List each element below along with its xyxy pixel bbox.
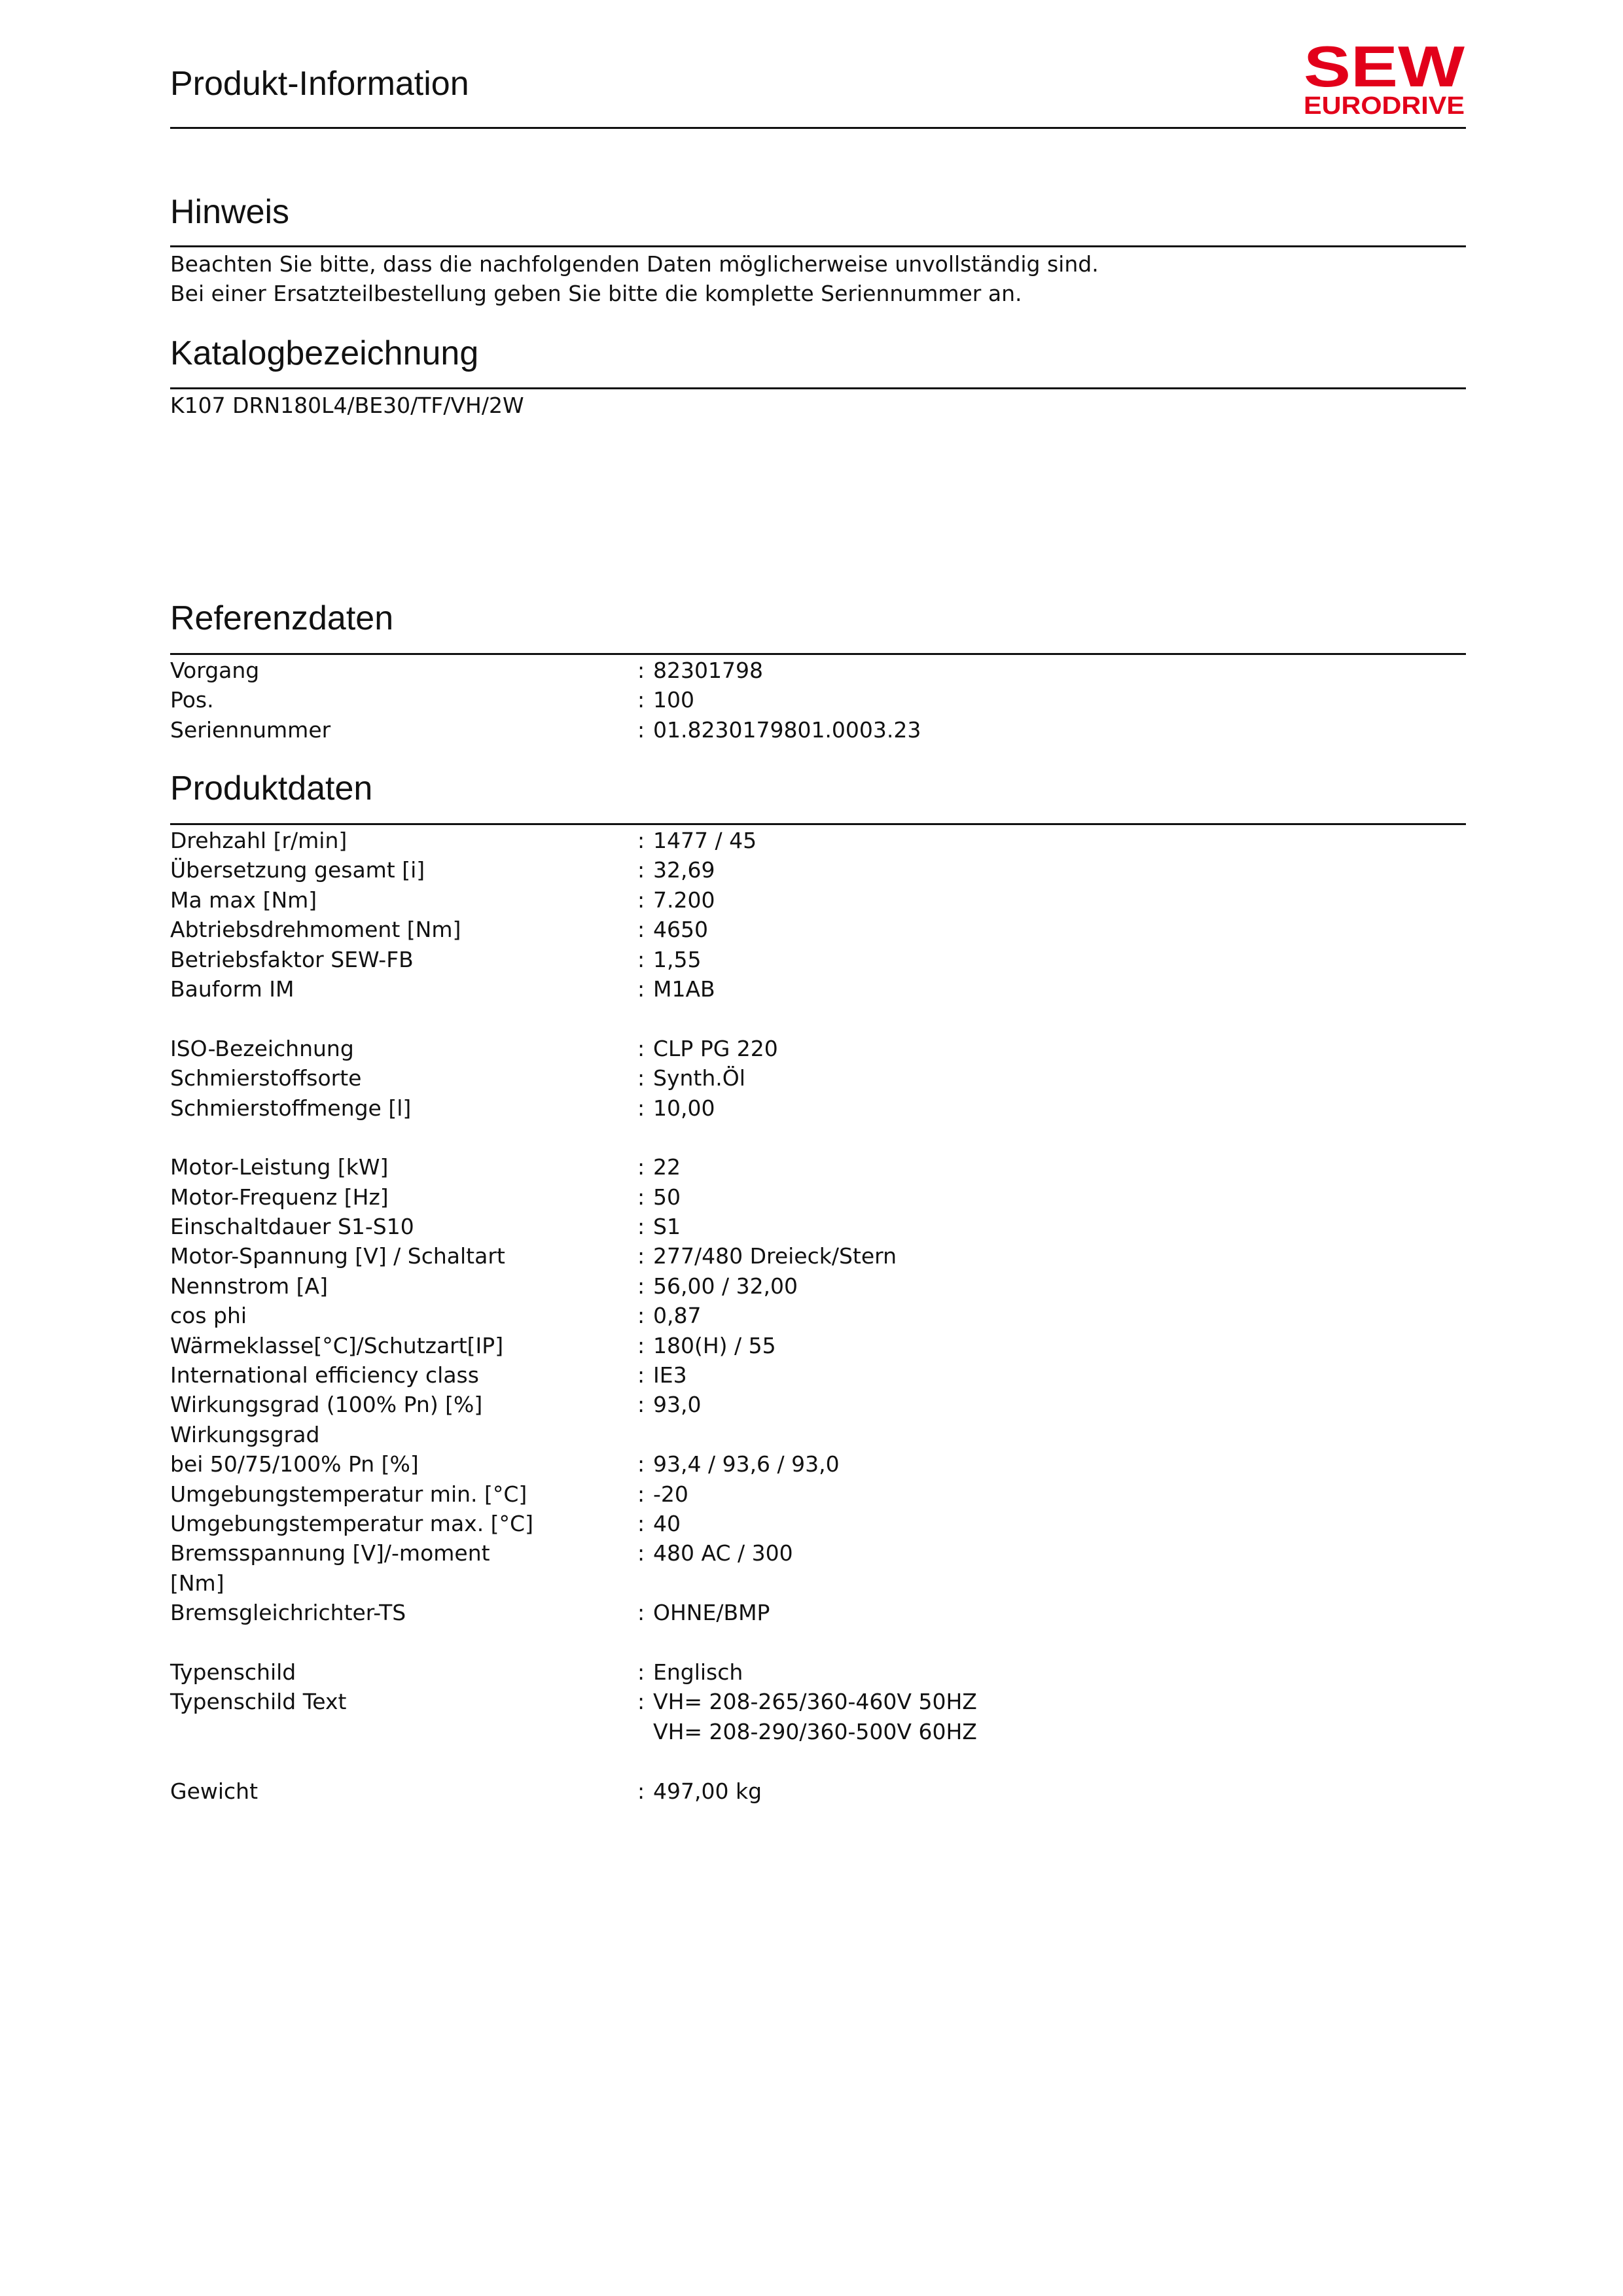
row-separator: : <box>637 857 645 883</box>
table-row <box>170 1420 1466 1449</box>
row-separator: : <box>637 1689 645 1715</box>
row-value: 01.8230179801.0003.23 <box>653 716 921 743</box>
logo-eurodrive-text: EURODRIVE <box>1304 92 1465 119</box>
row-separator: : <box>637 1095 645 1121</box>
row-value: 56,00 / 32,00 <box>653 1273 798 1299</box>
row-label: Typenschild <box>170 1659 296 1685</box>
row-separator: : <box>637 1451 645 1477</box>
sew-eurodrive-logo <box>1302 41 1466 119</box>
katalog-heading: Katalogbezeichnung <box>170 334 479 372</box>
row-value: 1,55 <box>653 946 702 972</box>
row-value: 82301798 <box>653 658 763 683</box>
table-row <box>170 1776 1466 1806</box>
row-separator: : <box>637 1659 645 1685</box>
row-value: Englisch <box>653 1659 743 1685</box>
table-row <box>170 1598 1466 1627</box>
row-separator: : <box>637 1243 645 1269</box>
row-value: 93,0 <box>653 1392 702 1418</box>
row-label: Motor-Frequenz [Hz] <box>170 1184 389 1210</box>
table-row <box>170 656 1466 685</box>
row-label: Pos. <box>170 687 214 713</box>
row-separator: : <box>637 1065 645 1091</box>
hinweis-rule <box>170 245 1466 247</box>
row-label: Schmierstoffmenge [l] <box>170 1095 412 1121</box>
row-value: M1AB <box>653 976 715 1002</box>
row-separator: : <box>637 687 645 713</box>
referenz-table <box>170 656 1466 745</box>
referenz-rule <box>170 653 1466 655</box>
row-separator: : <box>637 887 645 913</box>
row-label: bei 50/75/100% Pn [%] <box>170 1451 419 1477</box>
row-separator: : <box>637 716 645 743</box>
row-value: 277/480 Dreieck/Stern <box>653 1243 897 1269</box>
row-separator: : <box>637 1510 645 1536</box>
produkt-rule <box>170 823 1466 825</box>
table-row <box>170 1687 1466 1716</box>
table-row <box>170 685 1466 715</box>
table-row <box>170 1360 1466 1390</box>
table-row <box>170 1331 1466 1360</box>
row-label: Abtriebsdrehmoment [Nm] <box>170 917 461 943</box>
hinweis-heading: Hinweis <box>170 193 290 231</box>
table-row <box>170 1568 1466 1598</box>
row-label: International efficiency class <box>170 1362 479 1388</box>
document-title: Produkt-Information <box>170 65 469 103</box>
row-value: 1477 / 45 <box>653 828 757 853</box>
row-separator: : <box>637 1035 645 1061</box>
row-value: CLP PG 220 <box>653 1035 778 1061</box>
row-label: Wirkungsgrad <box>170 1421 320 1447</box>
table-row <box>170 1034 1466 1063</box>
row-value: 50 <box>653 1184 681 1210</box>
hinweis-line: Beachten Sie bitte, dass die nachfolgenden Daten möglicherweise unvollständig sind. <box>170 251 1099 277</box>
row-value: 22 <box>653 1154 681 1180</box>
row-value: VH= 208-290/360-500V 60HZ <box>653 1718 977 1744</box>
row-label: Betriebsfaktor SEW-FB <box>170 946 414 972</box>
row-separator: : <box>637 1273 645 1299</box>
row-label: Umgebungstemperatur max. [°C] <box>170 1510 533 1536</box>
row-value: 480 AC / 300 <box>653 1540 793 1566</box>
row-label: Bauform IM <box>170 976 294 1002</box>
row-label: Drehzahl [r/min] <box>170 828 348 853</box>
table-row <box>170 1093 1466 1123</box>
row-separator: : <box>637 1214 645 1240</box>
row-value: OHNE/BMP <box>653 1600 770 1626</box>
table-row <box>170 974 1466 1004</box>
row-separator: : <box>637 1600 645 1626</box>
row-value: 0,87 <box>653 1303 702 1329</box>
row-value: IE3 <box>653 1362 687 1388</box>
row-separator: : <box>637 1154 645 1180</box>
row-label: ISO-Bezeichnung <box>170 1035 354 1061</box>
table-row <box>170 945 1466 974</box>
table-row <box>170 1538 1466 1568</box>
table-row <box>170 1301 1466 1330</box>
table-row <box>170 1479 1466 1509</box>
row-separator: : <box>637 1778 645 1804</box>
row-separator: : <box>637 1184 645 1210</box>
row-label: Bremsgleichrichter-TS <box>170 1600 406 1626</box>
table-row <box>170 1063 1466 1093</box>
table-row <box>170 1746 1466 1776</box>
table-row <box>170 1212 1466 1241</box>
row-separator: : <box>637 1540 645 1566</box>
row-label: [Nm] <box>170 1570 224 1596</box>
row-label: Typenschild Text <box>170 1689 347 1715</box>
row-label: Umgebungstemperatur min. [°C] <box>170 1481 527 1507</box>
row-label: cos phi <box>170 1303 247 1329</box>
produkt-heading: Produktdaten <box>170 769 373 807</box>
row-label: Ma max [Nm] <box>170 887 317 913</box>
table-row <box>170 855 1466 885</box>
table-row <box>170 1241 1466 1271</box>
row-value: 4650 <box>653 917 708 943</box>
row-label: Bremsspannung [V]/-moment <box>170 1540 490 1566</box>
row-label: Wirkungsgrad (100% Pn) [%] <box>170 1392 483 1418</box>
row-separator: : <box>637 976 645 1002</box>
row-separator: : <box>637 828 645 853</box>
header-rule <box>170 127 1466 129</box>
row-value: 100 <box>653 687 694 713</box>
row-label: Einschaltdauer S1-S10 <box>170 1214 414 1240</box>
table-row <box>170 1449 1466 1479</box>
row-separator: : <box>637 1303 645 1329</box>
row-value: 180(H) / 55 <box>653 1332 776 1358</box>
row-separator: : <box>637 1481 645 1507</box>
hinweis-line: Bei einer Ersatzteilbestellung geben Sie bitte die komplette Seriennummer an. <box>170 281 1022 306</box>
row-label: Gewicht <box>170 1778 259 1804</box>
table-row <box>170 1271 1466 1301</box>
row-value: 40 <box>653 1510 681 1536</box>
table-row <box>170 826 1466 855</box>
row-label: Motor-Spannung [V] / Schaltart <box>170 1243 505 1269</box>
produkt-table <box>170 826 1466 1806</box>
table-row <box>170 1509 1466 1538</box>
table-row <box>170 1657 1466 1687</box>
row-separator: : <box>637 946 645 972</box>
row-separator: : <box>637 1392 645 1418</box>
row-value: -20 <box>653 1481 688 1507</box>
table-row <box>170 1628 1466 1657</box>
row-value: 93,4 / 93,6 / 93,0 <box>653 1451 840 1477</box>
table-row <box>170 1123 1466 1152</box>
table-row <box>170 915 1466 944</box>
row-label: Seriennummer <box>170 716 331 743</box>
row-value: 497,00 kg <box>653 1778 762 1804</box>
row-label: Wärmeklasse[°C]/Schutzart[IP] <box>170 1332 504 1358</box>
table-row <box>170 885 1466 915</box>
row-label: Übersetzung gesamt [i] <box>170 857 425 883</box>
row-value: S1 <box>653 1214 681 1240</box>
table-row <box>170 715 1466 745</box>
row-value: 32,69 <box>653 857 715 883</box>
table-row <box>170 1717 1466 1746</box>
row-separator: : <box>637 917 645 943</box>
row-label: Motor-Leistung [kW] <box>170 1154 389 1180</box>
logo-sew-text: SEW <box>1304 41 1465 99</box>
row-label: Schmierstoffsorte <box>170 1065 362 1091</box>
row-value: 10,00 <box>653 1095 715 1121</box>
row-label: Nennstrom [A] <box>170 1273 328 1299</box>
katalog-value: K107 DRN180L4/BE30/TF/VH/2W <box>170 393 524 418</box>
row-value: Synth.Öl <box>653 1065 745 1091</box>
table-row <box>170 1152 1466 1182</box>
row-separator: : <box>637 1332 645 1358</box>
table-row <box>170 1182 1466 1212</box>
referenz-heading: Referenzdaten <box>170 599 394 637</box>
row-label: Vorgang <box>170 658 260 683</box>
row-separator: : <box>637 658 645 683</box>
table-row <box>170 1004 1466 1033</box>
table-row <box>170 1390 1466 1419</box>
row-separator: : <box>637 1362 645 1388</box>
row-value: 7.200 <box>653 887 715 913</box>
row-value: VH= 208-265/360-460V 50HZ <box>653 1689 977 1715</box>
katalog-rule <box>170 387 1466 389</box>
